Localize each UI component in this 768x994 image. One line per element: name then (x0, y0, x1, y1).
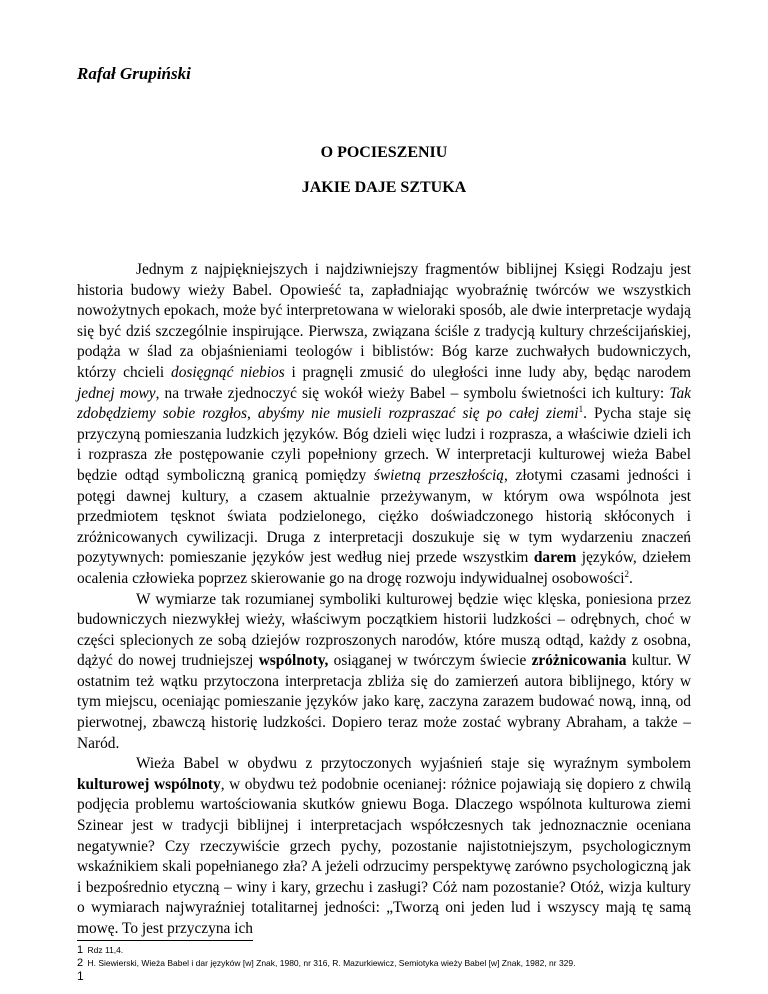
bold-term: kulturowej wspólnoty (77, 775, 221, 793)
footnote-number: 1 (77, 944, 84, 956)
paragraph-1: Jednym z najpiękniejszych i najdziwniejszy fragmentów biblijnej Księgi Rodzaju jest historia budowy wieży Babel. Opowieść ta, zapładniając wyobraźnię twórców we wszystkich nowożytnych epokach, może być interpretowana w wieloraki sposób, ale dwie interpretacje wydają się być dziś szczególnie inspirujące. Pierwsza, związana ściśle z tradycją kultury chrześcijańskiej, podąża w ślad za objaśnieniami teologów i biblistów: Bóg karze zuchwałych budowniczych, którzy chcieli dosięgnąć niebios i pragnęli zmusić do uległości inne ludy aby, będąc narodem jednej mowy, na trwałe zjednoczyć się wokół wieży Babel – symbolu świetności ich kultury: Tak zdobędziemy sobie rozgłos, abyśmy nie musieli rozpraszać się po całej ziemi$^1$. Pycha staje się przyczyną pomieszania ludzkich języków. Bóg dzieli więc ludzi i rozprasza, a właściwie dzieli ich i rozprasza złe postępowanie czyli popełniony grzech. W interpretacji kulturowej wieża Babel będzie odtąd symboliczną granicą pomiędzy świetną przeszłością, złotymi czasami jedności i potęgi dawnej kultury, a czasem aktualnie przeżywanym, w którym owa wspólnota jest przedmiotem tęsknot świata podzielonego, ciężko doświadczonego historią skłóconych i zróżnicowanych cywilizacji. Druga z interpretacji doszukuje się w tym wydarzeniu znaczeń pozytywnych: pomieszanie języków jest według niej przede wszystkim darem języków, dziełem ocalenia człowieka poprzez skierowanie go na drogę rozwoju indywidualnej osobowości$^2$. (77, 261, 692, 587)
paragraph-3: Wieża Babel w obydwu z przytoczonych wyjaśnień staje się wyraźnym symbolem kulturowej wspólnoty, w obydwu też podobnie ocenianej: różnice pojawiają się dopiero z chwilą podjęcia problemu wartościowania skutków gniewu Boga. Dlaczego wspólnota kulturowa ziemi Szinear jest w tradycji biblijnej i interpretacjach współczesnych tak jednoznacznie oceniana negatywnie? Czy rzeczywiście grzech pychy, pozostanie najistotniejszym, psychologicznym wskaźnikiem skali popełnianego zła? A jeżeli odrzucimy perspektywę zarówno psychologiczną jak i bezpośrednio etyczną – winy i kary, grzechu i zasługi? Cóż nam pozostanie? Otóż, wizja kultury o wymiarach najwyraźniej totalitarnej jedności: „Tworzą oni jeden lud i wszyscy mają tę samą mowę. To jest przyczyna ich (77, 755, 691, 937)
emphasis: jednej mowy (77, 384, 156, 402)
footnote-2 (77, 957, 576, 969)
bold-term: zróżnicowania (531, 652, 627, 670)
emphasis: dosięgnąć niebios (171, 363, 285, 381)
page-number: 1 (77, 969, 84, 983)
quotation: Tak zdobędziemy sobie rozgłos, abyśmy nie musieli rozpraszać się po całej ziemi (77, 384, 691, 423)
footnote-ref-1[interactable]: 1 (578, 404, 584, 415)
footnote-number: 2 (77, 957, 84, 969)
footnote-1 (77, 944, 123, 956)
bold-term: darem (533, 549, 577, 567)
footnote-text: Rdz 11,4. (87, 945, 124, 955)
body-text (77, 260, 691, 940)
author-name: Rafał Grupiński (77, 64, 191, 83)
title-line-1: O POCIESZENIU (320, 144, 448, 161)
footnote-separator (77, 940, 253, 941)
footnote-text: H. Siewierski, Wieża Babel i dar języków [w] Znak, 1980, nr 316, R. Mazurkiewicz, Semiotyka wieży Babel [w] Znak, 1982, nr 329. (87, 958, 576, 968)
bold-term: wspólnoty, (258, 652, 329, 670)
emphasis: świetną przeszłością (373, 466, 504, 484)
title-line-2: JAKIE DAJE SZTUKA (301, 179, 467, 196)
footnote-ref-2[interactable]: 2 (624, 568, 629, 579)
paragraph-2: W wymiarze tak rozumianej symboliki kulturowej będzie więc klęska, poniesiona przez budowniczych niezwykłej wieży, właściwym początkiem historii ludzkości – odrębnych, choć w części splecionych ze sobą dziejów rozproszonych narodów, które muszą odtąd, każdy z osobna, dążyć do nowej trudniejszej wspólnoty, osiąganej w twórczym świecie zróżnicowania kultur. W ostatnim też wątku przytoczona interpretacja zbliża się do zamierzeń autora biblijnego, który w tym miejscu, oceniając pomieszanie języków jako karę, zaczyna zarazem budować nową, inną, od pierwotnej, zbawczą historię ludzkości. Dopiero teraz może zostać wybrany Abraham, a także – Naród. (77, 590, 691, 752)
